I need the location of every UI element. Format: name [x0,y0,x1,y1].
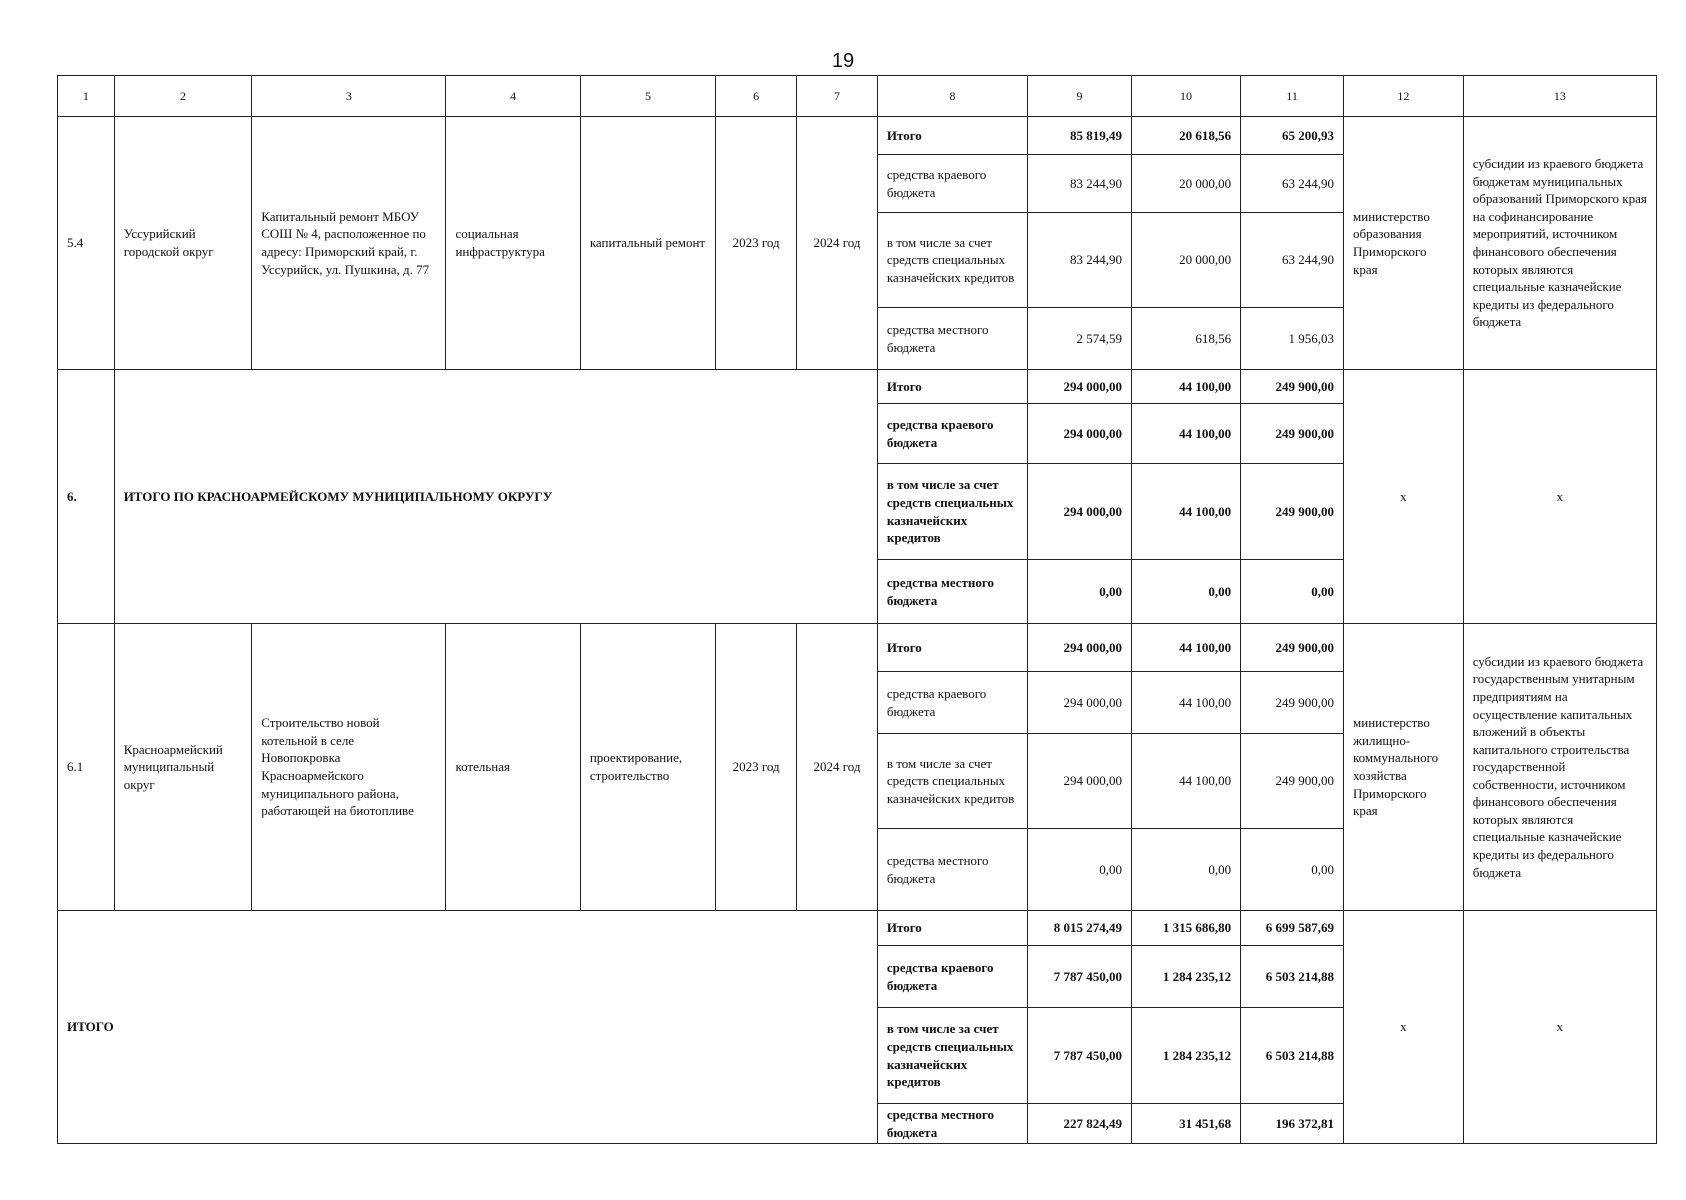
value-cell: 294 000,00 [1028,464,1132,560]
value-cell: 6 503 214,88 [1241,1008,1344,1104]
budget-table [57,75,1657,1144]
column-header-row [58,76,1657,117]
value-cell: 249 900,00 [1241,464,1344,560]
source-label: Итого [877,624,1027,672]
value-cell: 0,00 [1028,829,1132,911]
table-row [58,624,1657,672]
source-label: средства краевого бюджета [877,946,1027,1008]
note-cell: x [1463,911,1656,1144]
table-row [58,911,1657,946]
end-year-cell: 2024 год [797,117,878,370]
work-type-cell: проектирование, строительство [580,624,715,911]
value-cell: 44 100,00 [1131,734,1240,829]
row-number: 6.1 [58,624,115,911]
page-number: 19 [831,50,855,72]
source-label: в том числе за счет средств специальных казначейских кредитов [877,213,1027,308]
executor-cell: x [1344,911,1464,1144]
source-label: в том числе за счет средств специальных казначейских кредитов [877,464,1027,560]
value-cell: 44 100,00 [1131,624,1240,672]
work-type-cell: капитальный ремонт [580,117,715,370]
source-label: средства местного бюджета [877,1104,1027,1144]
start-year-cell: 2023 год [716,624,797,911]
column-header: 3 [252,76,446,117]
start-year-cell: 2023 год [716,117,797,370]
source-label: средства местного бюджета [877,308,1027,370]
source-label: в том числе за счет средств специальных казначейских кредитов [877,734,1027,829]
source-label: Итого [877,911,1027,946]
executor-cell: x [1344,370,1464,624]
grand-total-title: ИТОГО [58,911,878,1144]
column-header: 13 [1463,76,1656,117]
value-cell: 44 100,00 [1131,370,1240,404]
source-label: средства краевого бюджета [877,155,1027,213]
value-cell: 44 100,00 [1131,464,1240,560]
value-cell: 63 244,90 [1241,155,1344,213]
value-cell: 1 284 235,12 [1131,946,1240,1008]
municipality-cell: Красноармейский муниципальный округ [114,624,252,911]
value-cell: 618,56 [1131,308,1240,370]
table-row [58,117,1657,155]
end-year-cell: 2024 год [797,624,878,911]
value-cell: 44 100,00 [1131,672,1240,734]
column-header: 12 [1344,76,1464,117]
value-cell: 8 015 274,49 [1028,911,1132,946]
source-label: средства краевого бюджета [877,404,1027,464]
source-label: средства местного бюджета [877,829,1027,911]
value-cell: 20 000,00 [1131,155,1240,213]
value-cell: 1 956,03 [1241,308,1344,370]
value-cell: 20 000,00 [1131,213,1240,308]
section-title: ИТОГО ПО КРАСНОАРМЕЙСКОМУ МУНИЦИПАЛЬНОМУ ОКРУГУ [114,370,877,624]
source-label: Итого [877,370,1027,404]
note-cell: субсидии из краевого бюджета государственным унитарным предприятиям на осуществление капитальных вложений в объекты капитального строительства государственной собственности, источником финансового обеспечения которых являются специальные казначейские кредиты из федерального бюджета [1463,624,1656,911]
executor-cell: министерство жилищно-коммунального хозяйства Приморского края [1344,624,1464,911]
object-cell: Капитальный ремонт МБОУ СОШ № 4, расположенное по адресу: Приморский край, г. Уссурийск, ул. Пушкина, д. 77 [252,117,446,370]
column-header: 11 [1241,76,1344,117]
municipality-cell: Уссурийский городской округ [114,117,252,370]
value-cell: 294 000,00 [1028,404,1132,464]
object-cell: Строительство новой котельной в селе Новопокровка Красноармейского муниципального района, работающей на биотопливе [252,624,446,911]
value-cell: 294 000,00 [1028,624,1132,672]
value-cell: 294 000,00 [1028,672,1132,734]
column-header: 5 [580,76,715,117]
value-cell: 249 900,00 [1241,624,1344,672]
table-row [58,370,1657,404]
value-cell: 31 451,68 [1131,1104,1240,1144]
note-cell: x [1463,370,1656,624]
row-number: 6. [58,370,115,624]
value-cell: 7 787 450,00 [1028,1008,1132,1104]
column-header: 8 [877,76,1027,117]
column-header: 4 [446,76,580,117]
source-label: Итого [877,117,1027,155]
value-cell: 6 503 214,88 [1241,946,1344,1008]
value-cell: 2 574,59 [1028,308,1132,370]
value-cell: 85 819,49 [1028,117,1132,155]
source-label: в том числе за счет средств специальных казначейских кредитов [877,1008,1027,1104]
source-label: средства местного бюджета [877,560,1027,624]
value-cell: 0,00 [1241,829,1344,911]
value-cell: 249 900,00 [1241,734,1344,829]
value-cell: 83 244,90 [1028,213,1132,308]
value-cell: 1 284 235,12 [1131,1008,1240,1104]
sphere-cell: социальная инфраструктура [446,117,580,370]
value-cell: 294 000,00 [1028,734,1132,829]
value-cell: 249 900,00 [1241,404,1344,464]
value-cell: 63 244,90 [1241,213,1344,308]
executor-cell: министерство образования Приморского края [1344,117,1464,370]
column-header: 10 [1131,76,1240,117]
value-cell: 0,00 [1241,560,1344,624]
value-cell: 83 244,90 [1028,155,1132,213]
value-cell: 249 900,00 [1241,672,1344,734]
value-cell: 0,00 [1131,829,1240,911]
sphere-cell: котельная [446,624,580,911]
value-cell: 6 699 587,69 [1241,911,1344,946]
value-cell: 196 372,81 [1241,1104,1344,1144]
value-cell: 0,00 [1028,560,1132,624]
column-header: 7 [797,76,878,117]
value-cell: 227 824,49 [1028,1104,1132,1144]
value-cell: 20 618,56 [1131,117,1240,155]
value-cell: 65 200,93 [1241,117,1344,155]
value-cell: 249 900,00 [1241,370,1344,404]
value-cell: 44 100,00 [1131,404,1240,464]
source-label: средства краевого бюджета [877,672,1027,734]
row-number: 5.4 [58,117,115,370]
value-cell: 0,00 [1131,560,1240,624]
value-cell: 7 787 450,00 [1028,946,1132,1008]
column-header: 1 [58,76,115,117]
note-cell: субсидии из краевого бюджета бюджетам муниципальных образований Приморского края на софинансирование мероприятий, источником финансового обеспечения которых являются специальные казначейские кредиты из федерального бюджета [1463,117,1656,370]
column-header: 2 [114,76,252,117]
value-cell: 1 315 686,80 [1131,911,1240,946]
column-header: 6 [716,76,797,117]
value-cell: 294 000,00 [1028,370,1132,404]
column-header: 9 [1028,76,1132,117]
